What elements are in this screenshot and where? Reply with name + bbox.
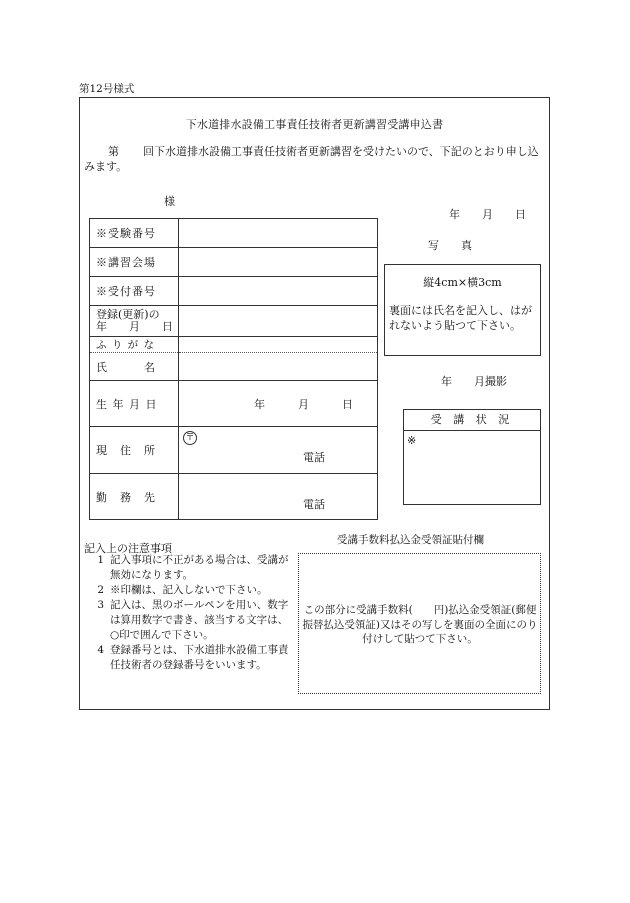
note-number: 1 [97, 554, 104, 566]
workplace-phone-label: 電話 [303, 498, 325, 511]
birth-date-label: 生 年 月 日 [90, 381, 179, 427]
exam-number-field[interactable] [179, 219, 378, 248]
note-number: 2 [97, 584, 104, 596]
workplace-label: 勤 務 先 [90, 474, 179, 520]
form-title: 下水道排水設備工事責任技術者更新講習受講申込書 [185, 118, 444, 131]
note-number: 3 [97, 599, 104, 611]
attendance-status-heading: 受 講 状 況 [403, 409, 541, 431]
address-label: 現 住 所 [90, 427, 179, 474]
attendance-status-mark: ※ [407, 434, 417, 447]
furigana-label: ふ り が な [90, 337, 179, 353]
furigana-field[interactable] [179, 337, 378, 353]
list-item [84, 598, 296, 643]
notes-list [84, 553, 296, 673]
applicant-info-table [89, 218, 378, 520]
application-date[interactable]: 年 月 日 [449, 208, 526, 221]
reception-number-label: ※受付番号 [90, 277, 179, 306]
list-item [84, 583, 296, 598]
address-field[interactable] [179, 427, 378, 474]
photo-taken-date: 年 月撮影 [441, 375, 507, 388]
name-label: 氏 名 [90, 353, 179, 381]
birth-date-format: 年 月 日 [253, 397, 353, 411]
table-row [90, 381, 378, 427]
table-row [90, 353, 378, 381]
venue-field[interactable] [179, 248, 378, 277]
note-text: 記入事項に不正がある場合は、受講が無効になります。 [110, 554, 289, 581]
registration-date-label [90, 306, 179, 337]
table-row [90, 248, 378, 277]
note-number: 4 [97, 644, 104, 656]
exam-number-label: ※受験番号 [90, 219, 179, 248]
table-row [90, 427, 378, 474]
birth-date-field[interactable] [179, 381, 378, 427]
table-row [90, 219, 378, 248]
table-row [90, 337, 378, 353]
reception-number-field[interactable] [179, 277, 378, 306]
table-row [90, 306, 378, 337]
address-phone-label: 電話 [303, 451, 325, 464]
fee-receipt-title: 受講手数料払込金受領証貼付欄 [337, 534, 484, 546]
addressee-suffix: 様 [164, 195, 175, 208]
intro-paragraph [84, 144, 544, 174]
intro-prefix: 第 [108, 145, 119, 158]
registration-date-label-line1: 登録(更新)の [96, 308, 160, 321]
table-row [90, 277, 378, 306]
fee-receipt-text: この部分に受講手数料( 円)払込金受領証(郵便振替払込受領証)又はその写しを裏面の全面にのり付けして貼つて下さい。 [302, 604, 538, 645]
note-text: 記入は、黒のボールペンを用い、数字は算用数字で書き、該当する文字は、○印で囲んで下さい。 [110, 599, 289, 641]
registration-date-label-line2: 年 月 日 [96, 320, 173, 333]
name-field[interactable] [179, 353, 378, 381]
postal-mark-icon: 〒 [183, 431, 197, 445]
photo-label: 写 真 [428, 239, 472, 252]
registration-date-field[interactable] [179, 306, 378, 337]
form-number: 第12号様式 [79, 83, 135, 95]
list-item [84, 553, 296, 583]
note-text: ※印欄は、記入しないで下さい。 [110, 584, 268, 596]
workplace-field[interactable] [179, 474, 378, 520]
photo-size: 縦4cm×横3cm [423, 276, 502, 289]
note-text: 登録番号とは、下水道排水設備工事責任技術者の登録番号をいいます。 [110, 644, 289, 671]
photo-note: 裏面には氏名を記入し、はがれないよう貼つて下さい。 [389, 304, 532, 332]
intro-text: 回下水道排水設備工事責任技術者更新講習を受けたいので、下記のとおり申し込みます。 [84, 145, 539, 173]
table-row [90, 474, 378, 520]
notes-title: 記入上の注意事項 [84, 542, 172, 555]
list-item [84, 643, 296, 673]
venue-label: ※講習会場 [90, 248, 179, 277]
